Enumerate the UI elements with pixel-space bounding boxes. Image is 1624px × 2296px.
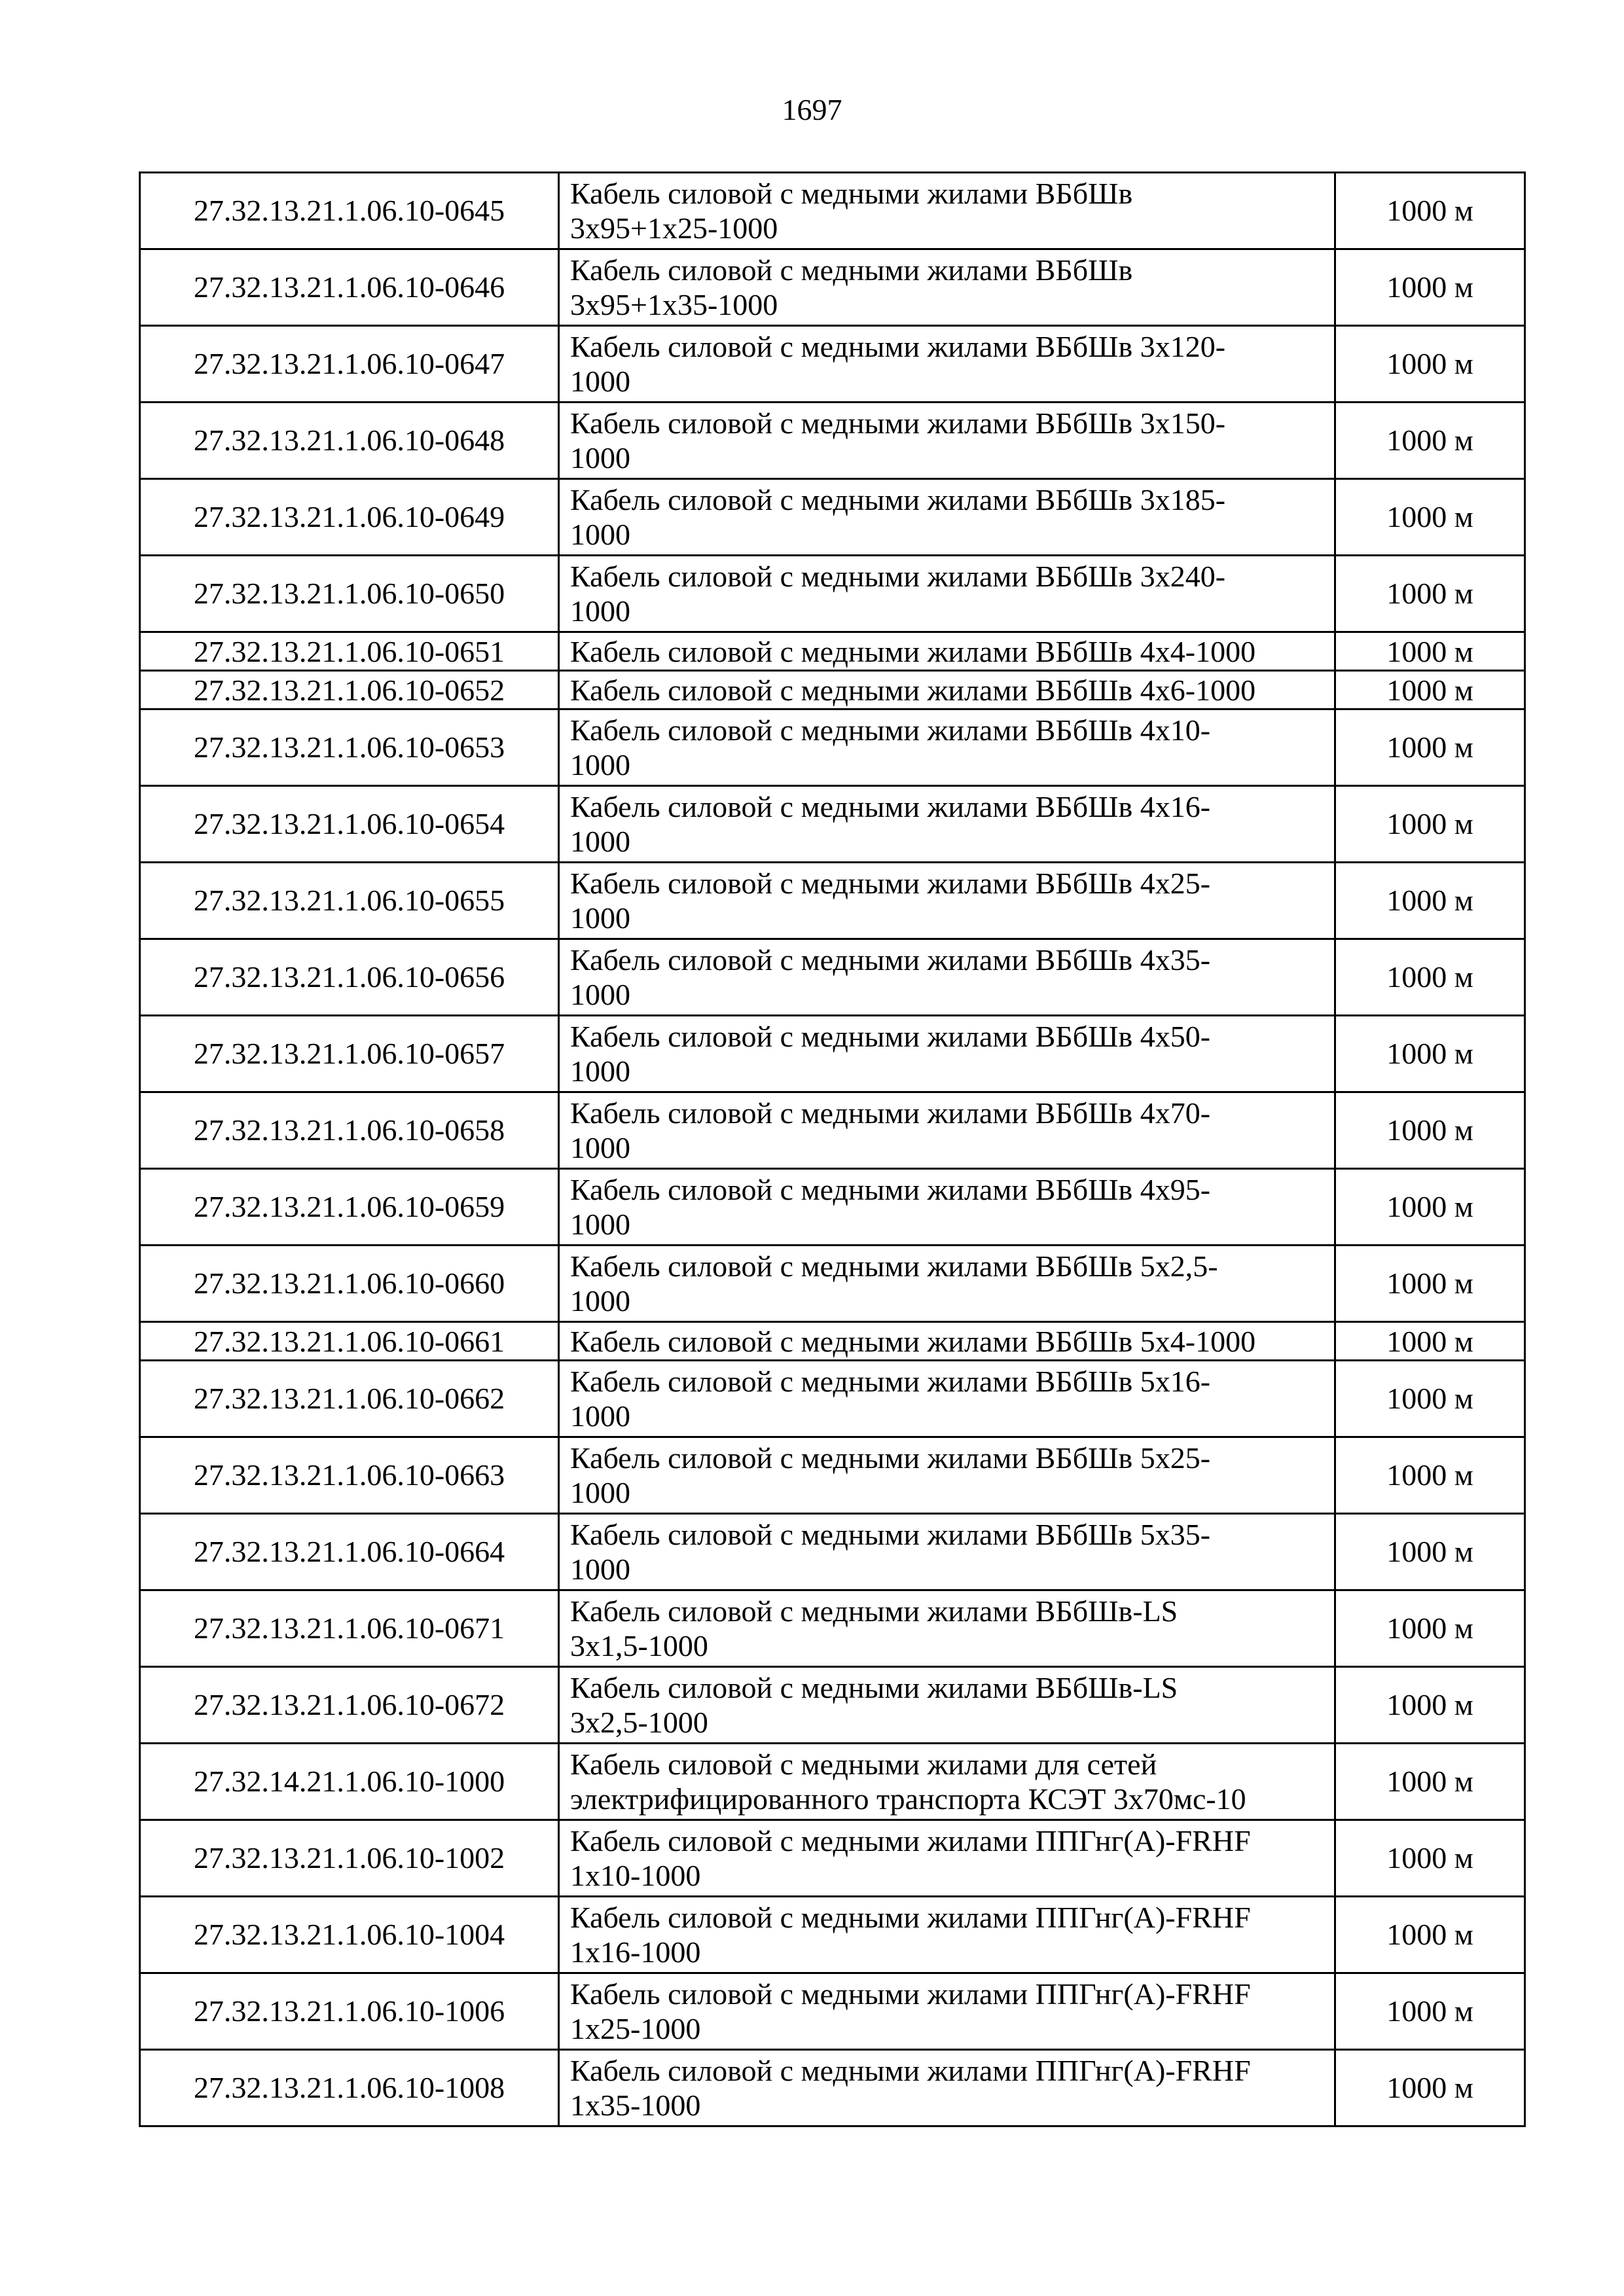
resource-name-line: 1000 (570, 517, 630, 551)
resource-name-line: Кабель силовой с медными жилами ВБбШв 4х95- (570, 1172, 1211, 1206)
unit-cell: 1000 м (1335, 1667, 1525, 1744)
resource-code-cell: 27.32.13.21.1.06.10-0654 (140, 786, 559, 863)
resource-code-cell: 27.32.13.21.1.06.10-0658 (140, 1092, 559, 1169)
resource-name-line: 1000 (570, 364, 630, 398)
resource-name-cell (559, 1590, 1335, 1667)
resource-name-line: 1х35-1000 (570, 2088, 701, 2122)
resource-name-cell (559, 1820, 1335, 1897)
unit-cell: 1000 м (1335, 249, 1525, 326)
resource-name-line: Кабель силовой с медными жилами ППГнг(А)-FRHF (570, 1900, 1251, 1934)
resource-name-line: 1х10-1000 (570, 1858, 701, 1892)
unit-cell: 1000 м (1335, 1744, 1525, 1820)
resource-code-cell: 27.32.13.21.1.06.10-0659 (140, 1169, 559, 1246)
table-row (140, 1820, 1525, 1897)
table-row (140, 326, 1525, 403)
table-row (140, 1744, 1525, 1820)
unit-cell: 1000 м (1335, 326, 1525, 403)
unit-cell: 1000 м (1335, 173, 1525, 249)
resource-name-line: Кабель силовой с медными жилами ВБбШв 5х4-1000 (570, 1324, 1256, 1358)
resource-code-cell: 27.32.13.21.1.06.10-1002 (140, 1820, 559, 1897)
table-row (140, 939, 1525, 1016)
unit-cell: 1000 м (1335, 2050, 1525, 2126)
resource-name-line: Кабель силовой с медными жилами ВБбШв 4х16- (570, 789, 1211, 823)
resource-code-cell: 27.32.13.21.1.06.10-0656 (140, 939, 559, 1016)
table-row (140, 632, 1525, 671)
resource-name-line: 1000 (570, 1130, 630, 1164)
table-row (140, 786, 1525, 863)
resource-code-cell: 27.32.13.21.1.06.10-0650 (140, 556, 559, 632)
resource-code-cell: 27.32.13.21.1.06.10-0648 (140, 403, 559, 479)
resource-code-cell: 27.32.13.21.1.06.10-1006 (140, 1973, 559, 2050)
resource-name-line: 1000 (570, 1054, 630, 1088)
resource-name-cell (559, 1667, 1335, 1744)
resource-name-line: 1000 (570, 1399, 630, 1433)
resource-name-line: Кабель силовой с медными жилами ВБбШв (570, 176, 1133, 210)
resource-name-line: 1000 (570, 901, 630, 935)
resource-name-cell (559, 1973, 1335, 2050)
resource-name-cell (559, 1514, 1335, 1590)
resource-code-cell: 27.32.13.21.1.06.10-0661 (140, 1322, 559, 1361)
resource-name-cell (559, 556, 1335, 632)
resource-code-cell: 27.32.13.21.1.06.10-0671 (140, 1590, 559, 1667)
unit-cell: 1000 м (1335, 1514, 1525, 1590)
table-row (140, 1246, 1525, 1322)
unit-cell: 1000 м (1335, 403, 1525, 479)
resource-name-cell (559, 1246, 1335, 1322)
resource-name-line: 1000 (570, 1283, 630, 1318)
table-body (140, 173, 1525, 2126)
resource-name-cell (559, 1744, 1335, 1820)
resource-name-cell (559, 671, 1335, 709)
resource-name-line: 1х16-1000 (570, 1935, 701, 1969)
table-row (140, 479, 1525, 556)
unit-cell: 1000 м (1335, 671, 1525, 709)
resource-name-line: Кабель силовой с медными жилами ВБбШв 3х120- (570, 329, 1226, 363)
resource-name-line: Кабель силовой с медными жилами ВБбШв 4х6-1000 (570, 673, 1256, 707)
resource-name-cell (559, 173, 1335, 249)
table-row (140, 1016, 1525, 1092)
resource-name-cell (559, 249, 1335, 326)
unit-cell: 1000 м (1335, 1897, 1525, 1973)
resource-name-cell (559, 632, 1335, 671)
resource-code-cell: 27.32.13.21.1.06.10-0646 (140, 249, 559, 326)
unit-cell: 1000 м (1335, 1246, 1525, 1322)
resource-name-line: Кабель силовой с медными жилами ВБбШв-LS (570, 1670, 1178, 1704)
resource-name-cell (559, 1437, 1335, 1514)
resource-name-cell (559, 403, 1335, 479)
resource-name-cell (559, 326, 1335, 403)
resource-name-cell (559, 2050, 1335, 2126)
table-row (140, 671, 1525, 709)
resource-name-line: 1000 (570, 1207, 630, 1241)
resource-code-cell: 27.32.13.21.1.06.10-0672 (140, 1667, 559, 1744)
table-row (140, 1590, 1525, 1667)
unit-cell: 1000 м (1335, 1361, 1525, 1437)
resource-name-cell (559, 1169, 1335, 1246)
unit-cell: 1000 м (1335, 1169, 1525, 1246)
resource-name-cell (559, 786, 1335, 863)
unit-cell: 1000 м (1335, 939, 1525, 1016)
resource-name-line: Кабель силовой с медными жилами ВБбШв (570, 253, 1133, 287)
resource-name-cell (559, 1897, 1335, 1973)
table-row (140, 2050, 1525, 2126)
page-number: 1697 (782, 93, 842, 126)
resource-name-line: 1000 (570, 824, 630, 858)
resource-name-line: 1000 (570, 747, 630, 781)
resource-code-cell: 27.32.13.21.1.06.10-0655 (140, 863, 559, 939)
unit-cell: 1000 м (1335, 1820, 1525, 1897)
resource-name-line: Кабель силовой с медными жилами ВБбШв 4х70- (570, 1096, 1211, 1130)
resource-name-line: 3х95+1х35-1000 (570, 287, 778, 321)
resource-name-cell (559, 1322, 1335, 1361)
resource-name-line: 1х25-1000 (570, 2011, 701, 2045)
resource-name-line: 1000 (570, 594, 630, 628)
resource-name-line: Кабель силовой с медными жилами для сетей (570, 1747, 1157, 1781)
unit-cell: 1000 м (1335, 556, 1525, 632)
resource-name-cell (559, 479, 1335, 556)
resource-code-cell: 27.32.13.21.1.06.10-0652 (140, 671, 559, 709)
resource-name-line: электрифицированного транспорта КСЭТ 3х70мс-10 (570, 1782, 1246, 1816)
table-row (140, 173, 1525, 249)
table-row (140, 1667, 1525, 1744)
resource-code-cell: 27.32.13.21.1.06.10-0664 (140, 1514, 559, 1590)
table-row (140, 1973, 1525, 2050)
resource-name-line: Кабель силовой с медными жилами ВБбШв 4х25- (570, 866, 1211, 900)
resource-name-cell (559, 1016, 1335, 1092)
unit-cell: 1000 м (1335, 863, 1525, 939)
resource-name-line: Кабель силовой с медными жилами ВБбШв 5х25- (570, 1441, 1211, 1475)
resource-name-line: Кабель силовой с медными жилами ВБбШв 3х150- (570, 406, 1226, 440)
table-row (140, 1897, 1525, 1973)
resource-code-cell: 27.32.13.21.1.06.10-0663 (140, 1437, 559, 1514)
resource-name-line: Кабель силовой с медными жилами ВБбШв 4х4-1000 (570, 634, 1256, 668)
table-row (140, 403, 1525, 479)
resource-code-cell: 27.32.14.21.1.06.10-1000 (140, 1744, 559, 1820)
resource-name-line: 1000 (570, 440, 630, 475)
table-row (140, 249, 1525, 326)
resource-name-cell (559, 1092, 1335, 1169)
resource-name-cell (559, 939, 1335, 1016)
resource-name-line: Кабель силовой с медными жилами ВБбШв-LS (570, 1594, 1178, 1628)
table-row (140, 863, 1525, 939)
unit-cell: 1000 м (1335, 786, 1525, 863)
table-row (140, 1169, 1525, 1246)
resource-code-cell: 27.32.13.21.1.06.10-0657 (140, 1016, 559, 1092)
resource-name-line: Кабель силовой с медными жилами ВБбШв 4х35- (570, 942, 1211, 977)
resource-name-line: 1000 (570, 1475, 630, 1509)
resource-code-cell: 27.32.13.21.1.06.10-0653 (140, 709, 559, 786)
resource-code-cell: 27.32.13.21.1.06.10-0662 (140, 1361, 559, 1437)
resource-code-cell: 27.32.13.21.1.06.10-1008 (140, 2050, 559, 2126)
resource-code-cell: 27.32.13.21.1.06.10-0660 (140, 1246, 559, 1322)
table-row (140, 1322, 1525, 1361)
unit-cell: 1000 м (1335, 632, 1525, 671)
unit-cell: 1000 м (1335, 1016, 1525, 1092)
resource-name-line: Кабель силовой с медными жилами ППГнг(А)-FRHF (570, 2053, 1251, 2087)
resource-name-line: Кабель силовой с медными жилами ВБбШв 3х185- (570, 482, 1226, 516)
resource-code-cell: 27.32.13.21.1.06.10-0647 (140, 326, 559, 403)
resource-name-cell (559, 709, 1335, 786)
resource-name-line: 3х95+1х25-1000 (570, 211, 778, 245)
unit-cell: 1000 м (1335, 1092, 1525, 1169)
unit-cell: 1000 м (1335, 1590, 1525, 1667)
resource-name-line: Кабель силовой с медными жилами ВБбШв 4х10- (570, 713, 1211, 747)
cable-catalog-table (139, 171, 1526, 2127)
resource-name-line: Кабель силовой с медными жилами ВБбШв 5х35- (570, 1517, 1211, 1551)
resource-code-cell: 27.32.13.21.1.06.10-0645 (140, 173, 559, 249)
resource-name-line: Кабель силовой с медными жилами ВБбШв 4х50- (570, 1019, 1211, 1053)
unit-cell: 1000 м (1335, 479, 1525, 556)
table-row (140, 1437, 1525, 1514)
resource-name-line: Кабель силовой с медными жилами ППГнг(А)-FRHF (570, 1823, 1251, 1857)
resource-name-line: 1000 (570, 977, 630, 1011)
resource-name-line: 3х1,5-1000 (570, 1628, 708, 1662)
table-row (140, 709, 1525, 786)
resource-code-cell: 27.32.13.21.1.06.10-0651 (140, 632, 559, 671)
table-row (140, 1361, 1525, 1437)
table-row (140, 1514, 1525, 1590)
unit-cell: 1000 м (1335, 1322, 1525, 1361)
resource-name-cell (559, 1361, 1335, 1437)
resource-code-cell: 27.32.13.21.1.06.10-0649 (140, 479, 559, 556)
unit-cell: 1000 м (1335, 709, 1525, 786)
table-row (140, 556, 1525, 632)
unit-cell: 1000 м (1335, 1437, 1525, 1514)
resource-name-line: 3х2,5-1000 (570, 1705, 708, 1739)
resource-name-cell (559, 863, 1335, 939)
resource-name-line: Кабель силовой с медными жилами ВБбШв 5х2,5- (570, 1249, 1218, 1283)
table-row (140, 1092, 1525, 1169)
resource-name-line: Кабель силовой с медными жилами ВБбШв 5х16- (570, 1364, 1211, 1398)
resource-name-line: Кабель силовой с медными жилами ВБбШв 3х240- (570, 559, 1226, 593)
unit-cell: 1000 м (1335, 1973, 1525, 2050)
resource-name-line: 1000 (570, 1552, 630, 1586)
resource-name-line: Кабель силовой с медными жилами ППГнг(А)-FRHF (570, 1977, 1251, 2011)
resource-code-cell: 27.32.13.21.1.06.10-1004 (140, 1897, 559, 1973)
